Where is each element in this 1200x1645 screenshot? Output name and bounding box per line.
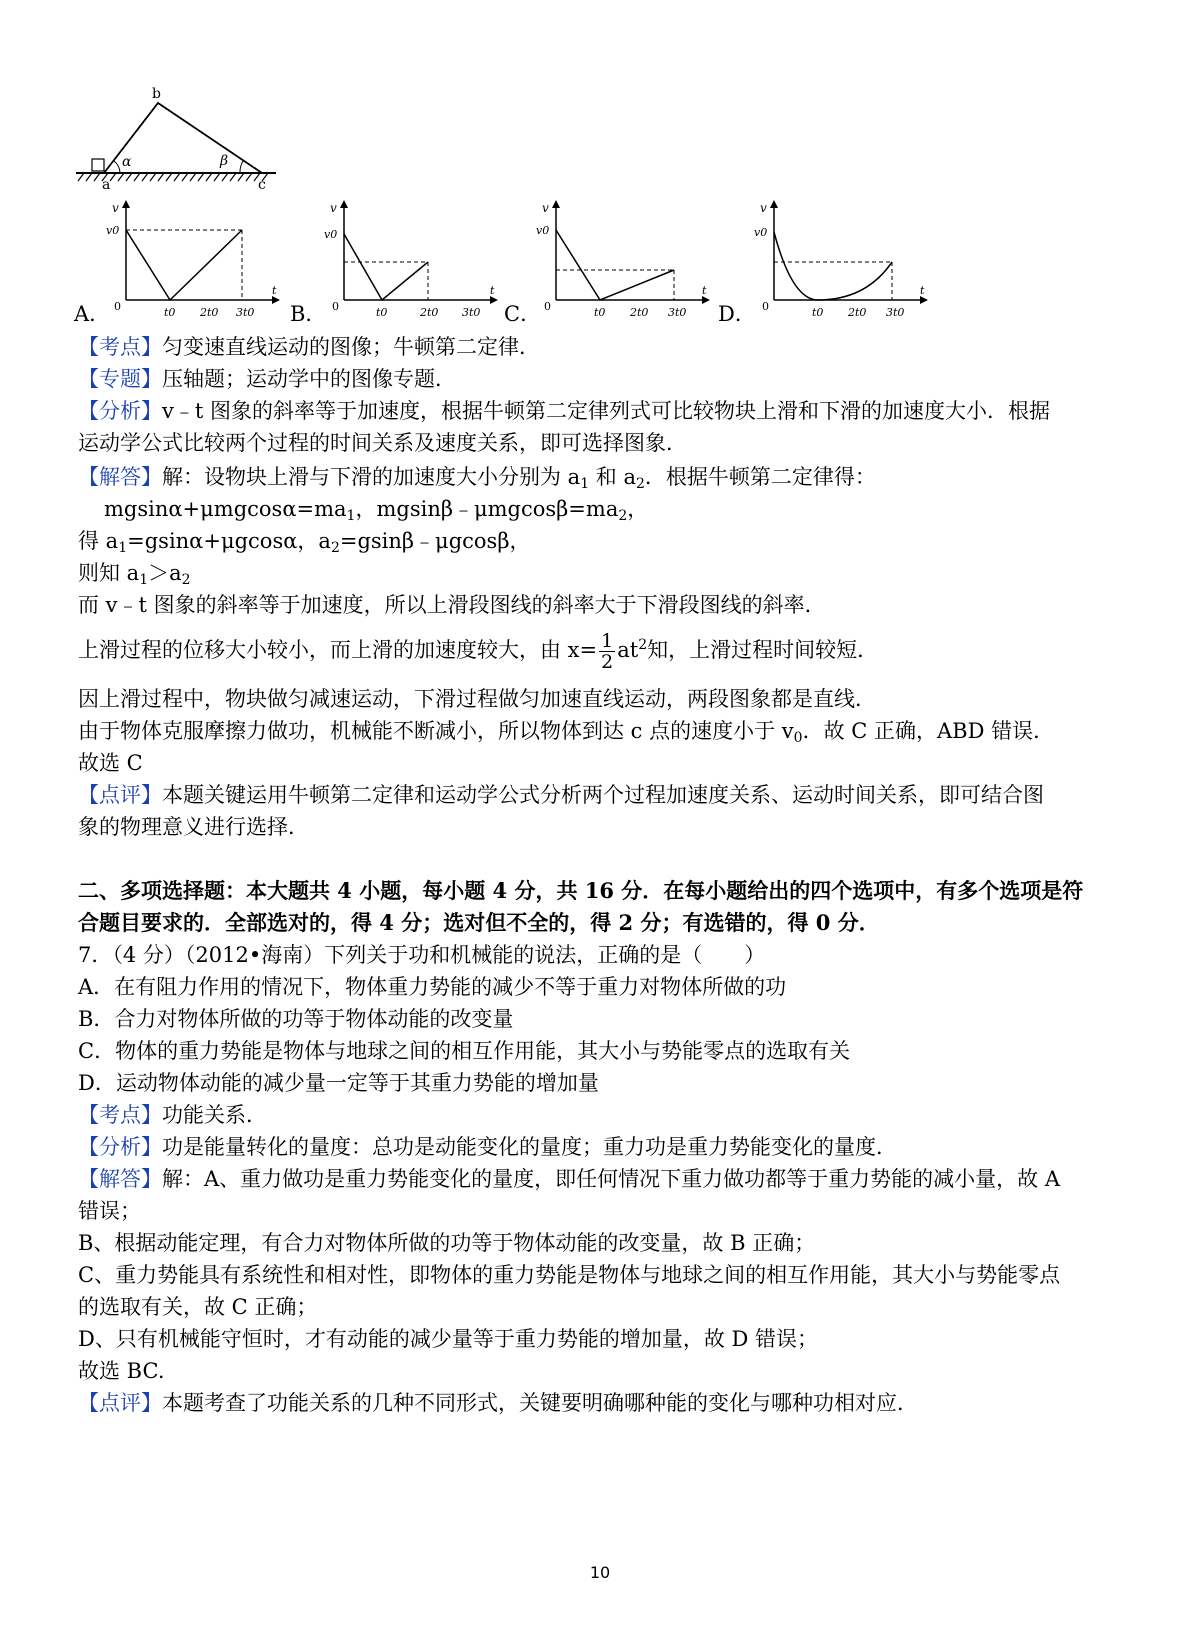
q7-option-a: A．在有阻力作用的情况下，物体重力势能的减少不等于重力对物体所做的功 xyxy=(78,975,787,999)
dianping-tag: 【点评】 xyxy=(78,783,162,807)
q6-dianping-cont: 象的物理意义进行选择． xyxy=(78,815,309,839)
jieda-tag: 【解答】 xyxy=(78,1167,162,1191)
tick-2t0-label: 2t0 xyxy=(848,306,867,319)
axis-v-label: v xyxy=(330,201,337,215)
angle-alpha-label: α xyxy=(122,154,132,170)
option-c-label: C． xyxy=(504,302,542,326)
section2-heading-cont: 合题目要求的．全部选对的，得 4 分；选对但不全的，得 2 分；有选错的，得 0 分． xyxy=(78,910,880,935)
tick-t0-label: t0 xyxy=(812,306,824,319)
q6-kaodian: 【考点】匀变速直线运动的图像；牛顿第二定律． xyxy=(78,335,540,359)
axis-v0-label: v0 xyxy=(536,224,550,237)
q6-equation-1: $mgsin\alpha+\mu mgcos\alpha=ma_1$，$mgsin\beta﹣\mu mgcos\beta=ma_2$， xyxy=(104,497,649,524)
dianping-tag: 【点评】 xyxy=(78,1391,162,1415)
q6-fenxi: 【分析】v﹣t 图象的斜率等于加速度，根据牛顿第二定律列式可比较物块上滑和下滑的加速度大小．根据 xyxy=(78,399,1050,423)
q6-zhuanti: 【专题】压轴题；运动学中的图像专题． xyxy=(78,367,456,391)
q6-fenxi-cont: 运动学公式比较两个过程的时间关系及速度关系，即可选择图象． xyxy=(78,431,687,455)
graph-option-d xyxy=(748,198,928,326)
tick-t0-label: t0 xyxy=(164,306,176,319)
q6-answer: 故选 C xyxy=(78,751,143,775)
q7-option-c: C．物体的重力势能是物体与地球之间的相互作用能，其大小与势能零点的选取有关 xyxy=(78,1039,851,1063)
q6-equation-2: 得 $a_1=gsin\alpha+\mu gcos\alpha$，$a_2=gsin\beta﹣\mu gcos\beta$， xyxy=(78,529,531,556)
q7-option-b: B．合力对物体所做的功等于物体动能的改变量 xyxy=(78,1007,514,1031)
q7-jieda-line4: C、重力势能具有系统性和相对性，即物体的重力势能是物体与地球之间的相互作用能，其大小与势能零点 xyxy=(78,1263,1061,1287)
section2-heading: 二、多项选择题：本大题共 4 小题，每小题 4 分，共 16 分．在每小题给出的四个选项中，有多个选项是符 xyxy=(78,878,1084,903)
axis-v-label: v xyxy=(112,201,119,215)
tick-t0-label: t0 xyxy=(376,306,388,319)
q7-answer: 故选 BC. xyxy=(78,1359,165,1383)
axis-v0-label: v0 xyxy=(754,226,768,239)
axis-v0-label: v0 xyxy=(106,224,120,237)
tick-2t0-label: 2t0 xyxy=(420,306,439,319)
axis-origin-label: 0 xyxy=(114,300,121,313)
q6-straight-line: 因上滑过程中，物块做匀减速运动，下滑过程做匀加速直线运动，两段图象都是直线． xyxy=(78,687,876,711)
graph-option-c xyxy=(530,198,710,326)
q7-fenxi: 【分析】功是能量转化的量度：总功是动能变化的量度；重力功是重力势能变化的量度． xyxy=(78,1135,897,1159)
axis-t-label: t xyxy=(272,284,277,297)
q7-jieda: 【解答】解：A、重力做功是重力势能变化的量度，即任何情况下重力做功都等于重力势能的减小量，故 A xyxy=(78,1167,1061,1191)
q7-option-d: D．运动物体动能的减少量一定等于其重力势能的增加量 xyxy=(78,1071,599,1095)
page-number: 10 xyxy=(589,1563,611,1582)
tick-3t0-label: 3t0 xyxy=(886,306,905,319)
option-a-label: A． xyxy=(74,302,111,326)
option-d-label: D． xyxy=(718,302,756,326)
axis-t-label: t xyxy=(702,284,707,297)
vertex-a-label: a xyxy=(102,177,111,193)
tick-3t0-label: 3t0 xyxy=(462,306,481,319)
q6-slope-line: 而 v﹣t 图象的斜率等于加速度，所以上滑段图线的斜率大于下滑段图线的斜率． xyxy=(78,593,826,617)
q6-dianping: 【点评】本题关键运用牛顿第二定律和运动学公式分析两个过程加速度关系、运动时间关系，即可结合图 xyxy=(78,783,1044,807)
fenxi-tag: 【分析】 xyxy=(78,1135,162,1159)
axis-origin-label: 0 xyxy=(544,300,551,313)
q6-energy-line: 由于物体克服摩擦力做功，机械能不断减小，所以物体到达 c 点的速度小于 $v_0$．故 C 正确，ABD 错误． xyxy=(78,719,1055,746)
graph-option-b xyxy=(318,198,498,326)
q7-stem: 7．（4 分）（2012•海南）下列关于功和机械能的说法，正确的是（ ） xyxy=(78,943,766,967)
q7-jieda-line5: 的选取有关，故 C 正确； xyxy=(78,1295,318,1319)
q6-time-line: 上滑过程的位移大小较小，而上滑的加速度较大，由 x= $\frac{1}{2}$ $at^2$知，上滑过程时间较短． xyxy=(78,630,879,673)
tick-3t0-label: 3t0 xyxy=(236,306,255,319)
axis-origin-label: 0 xyxy=(762,300,769,313)
fraction-half: $\frac{1}{2}$ xyxy=(601,630,614,673)
kaodian-tag: 【考点】 xyxy=(78,1103,162,1127)
q7-kaodian: 【考点】功能关系． xyxy=(78,1103,267,1127)
graph-option-a xyxy=(100,198,280,326)
axis-origin-label: 0 xyxy=(332,300,339,313)
tick-2t0-label: 2t0 xyxy=(200,306,219,319)
incline-figure xyxy=(70,85,290,195)
tick-t0-label: t0 xyxy=(594,306,606,319)
tick-3t0-label: 3t0 xyxy=(668,306,687,319)
fenxi-tag: 【分析】 xyxy=(78,399,162,423)
q7-jieda-line3: B、根据动能定理，有合力对物体所做的功等于物体动能的改变量，故 B 正确； xyxy=(78,1231,816,1255)
tick-2t0-label: 2t0 xyxy=(630,306,649,319)
q7-jieda-line2: 错误； xyxy=(78,1199,141,1223)
q7-dianping: 【点评】本题考查了功能关系的几种不同形式，关键要明确哪种能的变化与哪种功相对应． xyxy=(78,1391,918,1415)
q6-jieda: 【解答】解：设物块上滑与下滑的加速度大小分别为 $a_1$ 和 $a_2$．根据牛顿第二定律得： xyxy=(78,465,876,492)
angle-beta-label: β xyxy=(220,153,229,169)
vertex-b-label: b xyxy=(152,86,161,102)
q6-equation-3: 则知 $a_1>a_2$ xyxy=(78,561,191,588)
axis-t-label: t xyxy=(920,284,925,297)
vertex-c-label: c xyxy=(258,177,266,193)
axis-t-label: t xyxy=(490,284,495,297)
axis-v-label: v xyxy=(760,201,767,215)
kaodian-tag: 【考点】 xyxy=(78,335,162,359)
option-b-label: B． xyxy=(290,302,327,326)
q7-jieda-line6: D、只有机械能守恒时，才有动能的减少量等于重力势能的增加量，故 D 错误； xyxy=(78,1327,819,1351)
axis-v-label: v xyxy=(542,201,549,215)
jieda-tag: 【解答】 xyxy=(78,465,162,489)
zhuanti-tag: 【专题】 xyxy=(78,367,162,391)
axis-v0-label: v0 xyxy=(324,228,338,241)
